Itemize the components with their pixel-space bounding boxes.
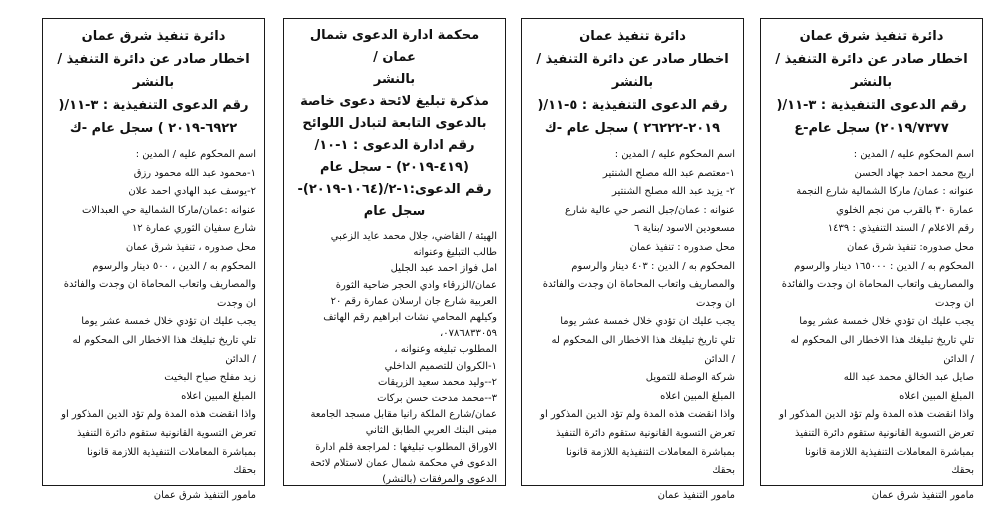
notice-body-line: ٢--وليد محمد سعيد الزريقات — [377, 376, 497, 388]
notice-body-line: واذا انقضت هذه المدة ولم تؤد الدين المذكور او — [540, 409, 735, 421]
notice-body — [769, 146, 974, 505]
notice-body-line: محل صدوره: تنفيذ شرق عمان — [846, 241, 974, 253]
notice-heading-line: مذكرة تبليغ لائحة دعوى خاصة — [300, 94, 489, 109]
notice-heading-line: اخطار صادر عن دائرة التنفيذ / بالنشر — [775, 52, 968, 90]
notice-body-line: / الدائن — [704, 353, 735, 365]
notice-heading-line: دائرة تنفيذ عمان — [579, 29, 686, 44]
notice-body-line: شركة الوصلة للتمويل — [645, 372, 735, 384]
notice-heading-line: رقم ادارة الدعوى : ١-١٠/ — [314, 138, 475, 153]
notice-body-line: ٢-يوسف عبد الهادي احمد علان — [128, 186, 256, 198]
notice-heading-line: رقم الدعوى التنفيذية : ٣-١١/( — [776, 98, 967, 113]
notice-body-line: طالب التبليغ وعنوانه — [413, 247, 497, 259]
notice-body-line: رقم الاعلام / السند التنفيذي : ١٤٣٩ — [827, 223, 974, 235]
notice-body-line: بمباشرة المعاملات التنفيذية اللازمة قانونا — [566, 446, 735, 458]
notice-heading-line: رقم الدعوى التنفيذية : ٣-١١/( — [58, 98, 249, 113]
notice-body — [51, 146, 256, 505]
notice-body — [530, 146, 735, 505]
notice-body-line: المبلغ المبين اعلاه — [660, 390, 735, 402]
notice-east-amman-6922 — [42, 18, 265, 501]
notice-body-line: عمان/الزرقاء وادي الحجر ضاحية الثورة — [335, 279, 497, 291]
notice-body-line: عنوانه : عمان/جبل النصر حي عالية شارع — [564, 204, 735, 216]
notice-body-line: ٣--محمد مدحت حسن بركات — [377, 393, 497, 405]
notice-body-line: الدعوى في محكمة شمال عمان لاستلام لائحة — [310, 457, 497, 469]
notice-body-line: اسم المحكوم عليه / المدين : — [614, 149, 735, 160]
notice-body-line: اسم المحكوم عليه / المدين : — [853, 149, 974, 160]
notice-body-line: تلي تاريخ تبليغك هذا الاخطار الى المحكوم له — [72, 334, 256, 346]
notice-heading-line: بالنشر — [373, 72, 416, 87]
notice-body-line: امل فواز احمد عبد الجليل — [390, 263, 497, 275]
notice-signature: مامور التنفيذ عمان — [657, 489, 735, 501]
notice-heading-line: سجل عام — [363, 204, 426, 219]
notice-body-line: ١-محمود عبد الله محمود رزق — [133, 167, 256, 179]
notice-body-line: المطلوب تبليغه وعنوانه ، — [394, 344, 497, 356]
notice-heading-line: بالدعوى التابعة لتبادل اللوائح — [302, 116, 487, 131]
notice-body-line: تعرض التسوية القانونية ستقوم دائرة التنفيذ — [556, 427, 735, 439]
notice-body-line: بحقك — [233, 465, 256, 477]
notice-heading-line: رقم الدعوى التنفيذية : ٥-١١/( — [537, 98, 728, 113]
notice-heading-line: (٤١٩-٢٠١٩) - سجل عام — [320, 160, 469, 175]
notice-body-line: والمصاريف واتعاب المحاماة ان وجدت والفائدة — [781, 279, 974, 291]
notice-body-line: بمباشرة المعاملات التنفيذية اللازمة قانونا — [805, 446, 974, 458]
notice-body-line: المحكوم به / الدين ، ٥٠٠ دينار والرسوم — [92, 260, 256, 272]
notice-body-line: محل صدوره ، تنفيذ شرق عمان — [125, 241, 256, 253]
notice-heading-line: رقم الدعوى:١-٢/(١٠٦٤-٢٠١٩)- — [297, 182, 492, 197]
notice-body-line: المحكوم به / الدين : ١٦٥٠٠٠ دينار والرسوم — [794, 260, 974, 272]
notice-heading-line: ٢٠١٩-٢٦٢٢٢ ) سجل عام -ك — [544, 121, 721, 136]
notice-body-line: ان وجدت — [217, 297, 256, 309]
notice-body-line: بمباشرة المعاملات التنفيذية اللازمة قانونا — [87, 446, 256, 458]
notice-heading-line: اخطار صادر عن دائرة التنفيذ / بالنشر — [57, 52, 250, 90]
notice-heading-line: محكمة ادارة الدعوى شمال عمان / — [309, 28, 480, 65]
notice-body-line: ٠٧٨٦٨٣٣٠٥٩، — [440, 328, 497, 340]
notice-body-line: عمارة ٣٠ بالقرب من نجم الخلوي — [836, 204, 974, 216]
notice-body-line: مسعودين الاسود /بناية ٦ — [634, 223, 735, 235]
notice-heading-line: اخطار صادر عن دائرة التنفيذ / بالنشر — [536, 52, 729, 90]
notice-body-line: اريج محمد احمد جهاد الحسن — [854, 167, 974, 179]
notice-body-line: الدعوى والمرفقات (بالنشر) — [382, 474, 497, 486]
notice-body-line: وكيلهم المحامي نشات ابراهيم رقم الهاتف — [323, 312, 497, 324]
notice-body-line: تلي تاريخ تبليغك هذا الاخطار الى المحكوم له — [790, 334, 974, 346]
notice-body-line: ان وجدت — [696, 297, 735, 309]
notice-body-line: المبلغ المبين اعلاه — [181, 390, 256, 402]
notice-body-line: العربية شارع جان ارسلان عمارة رقم ٢٠ — [330, 295, 497, 307]
notice-heading-line: دائرة تنفيذ شرق عمان — [799, 29, 944, 44]
notice-body-line: عنوانه :عمان/ماركا الشمالية حي العبدالات — [81, 204, 256, 216]
notice-body-line: اسم المحكوم عليه / المدين : — [135, 149, 256, 160]
notice-body-line: زيد مفلح صياح البخيت — [164, 372, 256, 384]
notice-body-line: محل صدوره : تنفيذ عمان — [629, 241, 735, 253]
notice-body-line: ان وجدت — [935, 297, 974, 309]
notice-heading-line: ٦٩٢٢-٢٠١٩ ) سجل عام -ك — [69, 121, 238, 136]
notice-body-line: عمان/شارع الملكة رانيا مقابل مسجد الجامعة — [310, 409, 497, 421]
notice-body-line: تعرض التسوية القانونية ستقوم دائرة التنفيذ — [795, 427, 974, 439]
notice-body — [292, 229, 497, 488]
notice-north-amman-court — [283, 18, 506, 486]
notice-body-line: والمصاريف واتعاب المحاماة ان وجدت والفائدة — [542, 279, 735, 291]
notice-body-line: بحقك — [712, 465, 735, 477]
notice-body-line: واذا انقضت هذه المدة ولم تؤد الدين المذكور او — [61, 409, 256, 421]
notice-heading-line: دائرة تنفيذ شرق عمان — [81, 29, 226, 44]
notice-body-line: ٢- يزيد عبد الله مصلح الشنتير — [611, 186, 735, 198]
notice-body-line: والمصاريف واتعاب المحاماة ان وجدت والفائدة — [63, 279, 256, 291]
notice-body-line: تلي تاريخ تبليغك هذا الاخطار الى المحكوم له — [551, 334, 735, 346]
notice-body-line: المبلغ المبين اعلاه — [899, 390, 974, 402]
notice-body-line: صايل عبد الخالق محمد عبد الله — [843, 372, 974, 384]
notice-body-line: الاوراق المطلوب تبليغها : لمراجعة قلم ادارة — [315, 441, 497, 453]
notice-body-line: الهيئة / القاضي، جلال محمد عايد الزعبي — [330, 231, 497, 242]
notice-body-line: شارع سفيان الثوري عمارة ١٢ — [131, 223, 256, 235]
notice-signature: مامور التنفيذ شرق عمان — [153, 489, 256, 501]
notice-body-line: تعرض التسوية القانونية ستقوم دائرة التنفيذ — [77, 427, 256, 439]
notice-body-line: ١-الكروان للتصميم الداخلي — [384, 360, 497, 372]
notice-body-line: المحكوم به / الدين : ٤٠٣ دينار والرسوم — [571, 260, 735, 272]
notice-body-line: مبنى البنك العربي الطابق الثاني — [365, 425, 497, 437]
notice-body-line: ١-معتصم عبد الله مصلح الشنتير — [602, 167, 735, 179]
notice-body-line: واذا انقضت هذه المدة ولم تؤد الدين المذكور او — [779, 409, 974, 421]
notice-heading-line: ٢٠١٩/٧٣٧٧) سجل عام-ع — [794, 121, 949, 136]
notice-east-amman-7377 — [760, 18, 983, 501]
notice-body-line: / الدائن — [225, 353, 256, 365]
notice-body-line: يجب عليك ان تؤدي خلال خمسة عشر يوما — [81, 316, 256, 328]
notice-body-line: بحقك — [951, 465, 974, 477]
notice-amman-26222 — [521, 18, 744, 501]
notice-body-line: / الدائن — [943, 353, 974, 365]
notice-body-line: عنوانه : عمان/ ماركا الشمالية شارع النجمة — [796, 186, 974, 198]
notice-signature: مامور التنفيذ شرق عمان — [871, 489, 974, 501]
notice-body-line: يجب عليك ان تؤدي خلال خمسة عشر يوما — [560, 316, 735, 328]
notice-body-line: يجب عليك ان تؤدي خلال خمسة عشر يوما — [799, 316, 974, 328]
